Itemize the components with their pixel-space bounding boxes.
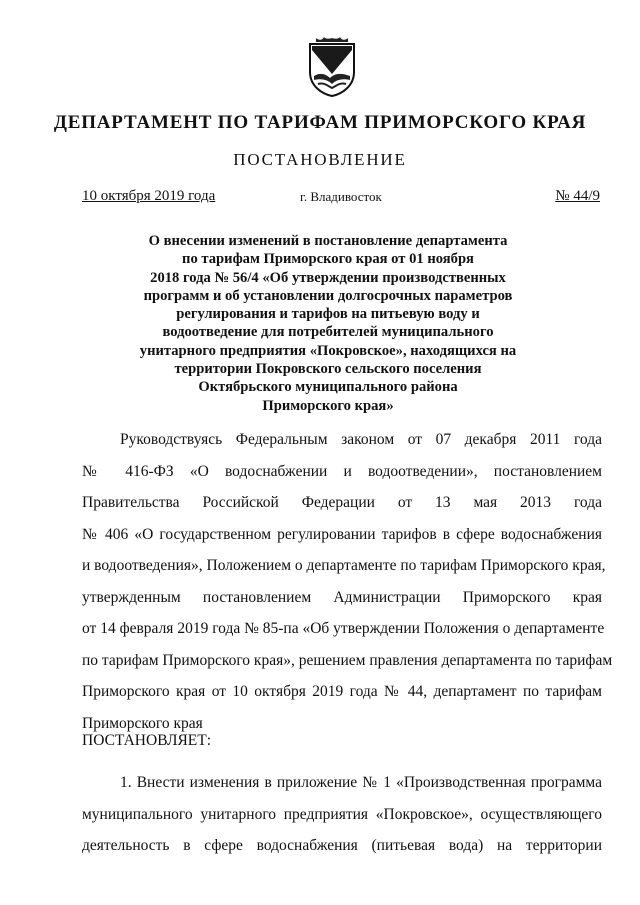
document-number: № 44/9 bbox=[555, 188, 600, 204]
subject-line: унитарного предприятия «Покровское», находящихся на bbox=[139, 342, 517, 359]
clause-1-paragraph bbox=[82, 767, 602, 862]
document-subject bbox=[118, 232, 538, 415]
coat-of-arms-emblem bbox=[302, 36, 362, 98]
subject-line: Октябрьского муниципального района bbox=[198, 379, 458, 396]
subject-line: водоотведение для потребителей муниципального bbox=[162, 324, 494, 341]
body-line: 1. Внести изменения в приложение № 1 «Производственная программа bbox=[120, 774, 602, 791]
body-line: деятельность в сфере водоснабжения (питьевая вода) на территории bbox=[82, 837, 602, 854]
subject-line: О внесении изменений в постановление департамента bbox=[148, 233, 508, 249]
body-line: № 416-ФЗ «О водоснабжении и водоотведении», постановлением bbox=[82, 462, 602, 480]
body-line: Приморского края bbox=[82, 714, 203, 732]
body-line: Правительства Российской Федерации от 13 мая 2013 года bbox=[82, 494, 602, 511]
preamble-paragraph bbox=[82, 424, 613, 739]
document-type: ПОСТАНОВЛЕНИЕ bbox=[233, 150, 407, 169]
body-line: Руководствуясь Федеральным законом от 07 декабря 2011 года bbox=[120, 431, 602, 448]
subject-line: по тарифам Приморского края от 01 ноября bbox=[182, 251, 474, 268]
decree-word: ПОСТАНОВЛЯЕТ: bbox=[82, 732, 212, 749]
body-line: Приморского края от 10 октября 2019 года № 44, департамент по тарифам bbox=[82, 683, 602, 700]
body-line: утвержденным постановлением Администрации Приморского края bbox=[82, 588, 602, 606]
subject-line: программ и об установлении долгосрочных параметров bbox=[143, 287, 513, 304]
body-line: № 406 «О государственном регулировании тарифов в сфере водоснабжения bbox=[82, 525, 602, 543]
subject-line: 2018 года № 56/4 «Об утверждении производственных bbox=[150, 269, 506, 286]
body-line: от 14 февраля 2019 года № 85-па «Об утверждении Положения о департаменте bbox=[82, 620, 605, 637]
body-line: и водоотведения», Положением о департаменте по тарифам Приморского края, bbox=[82, 557, 606, 574]
subject-line: Приморского края» bbox=[262, 397, 394, 414]
document-city: г. Владивосток bbox=[300, 189, 382, 204]
department-title: ДЕПАРТАМЕНТ ПО ТАРИФАМ ПРИМОРСКОГО КРАЯ bbox=[53, 112, 587, 133]
body-line: муниципального унитарного предприятия «Покровское», осуществляющего bbox=[82, 805, 602, 823]
subject-line: регулирования и тарифов на питьевую воду и bbox=[176, 306, 480, 323]
subject-line: территории Покровского сельского поселения bbox=[174, 361, 482, 378]
document-date: 10 октября 2019 года bbox=[82, 188, 216, 204]
body-line: по тарифам Приморского края», решением правления департамента по тарифам bbox=[82, 651, 613, 669]
